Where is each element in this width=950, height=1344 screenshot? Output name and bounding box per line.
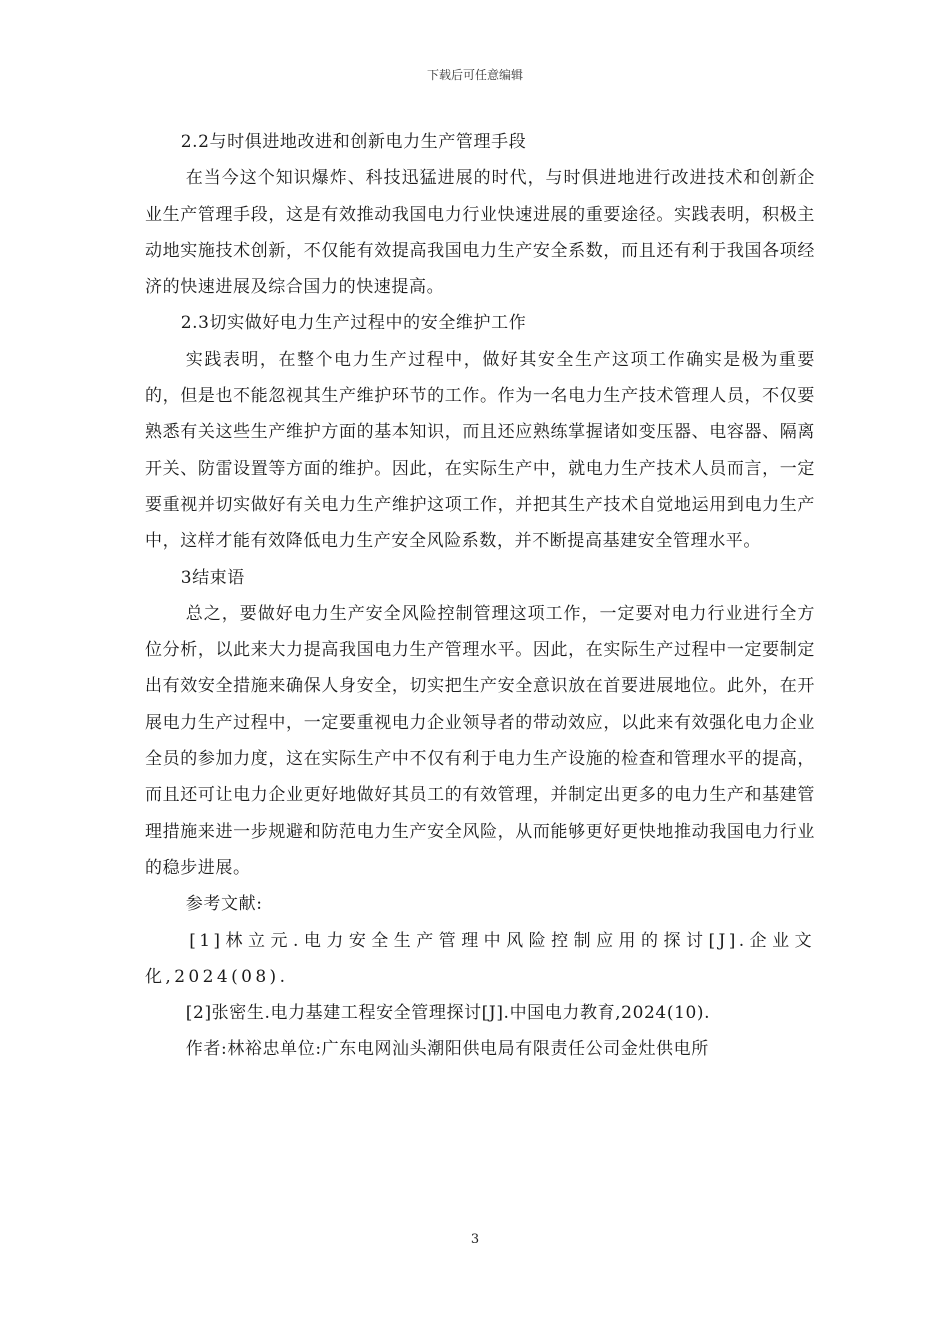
section-heading-3: 3结束语 xyxy=(180,567,245,588)
section-heading-2-3: 2.3切实做好电力生产过程中的安全维护工作 xyxy=(180,313,527,334)
document-body xyxy=(145,124,815,1068)
section-paragraph-2-3: 实践表明，在整个电力生产过程中，做好其安全生产这项工作确实是极为重要的，但是也不能忽视其生产维护环节的工作。作为一名电力生产技术管理人员，不仅要熟悉有关这些生产维护方面的基本知识，而且还应熟练掌握诸如变压器、电容器、隔离开关、防雷设置等方面的维护。因此，在实际生产中，就电力生产技术人员而言，一定要重视并切实做好有关电力生产维护这项工作，并把其生产技术自觉地运用到电力生产中，这样才能有效降低电力生产安全风险系数，并不断提高基建安全管理水平。 xyxy=(145,349,815,552)
author-line: 作者:林裕忠单位:广东电网汕头潮阳供电局有限责任公司金灶供电所 xyxy=(185,1039,709,1060)
reference-item-2: [2]张密生.电力基建工程安全管理探讨[J].中国电力教育,2024(10). xyxy=(185,1003,711,1024)
section-heading-2-2: 2.2与时俱进地改进和创新电力生产管理手段 xyxy=(180,132,527,152)
page-number: 3 xyxy=(470,1232,480,1247)
page-header: 下载后可任意编辑 xyxy=(426,68,523,82)
section-paragraph-3: 总之，要做好电力生产安全风险控制管理这项工作，一定要对电力行业进行全方位分析，以此来大力提高我国电力生产管理水平。因此，在实际生产过程中一定要制定出有效安全措施来确保人身安全，切实把生产安全意识放在首要进展地位。此外，在开展电力生产过程中，一定要重视电力企业领导者的带动效应，以此来有效强化电力企业全员的参加力度，这在实际生产中不仅有利于电力生产设施的检查和管理水平的提高，而且还可让电力企业更好地做好其员工的有效管理，并制定出更多的电力生产和基建管理措施来进一步规避和防范电力生产安全风险，从而能够更好更快地推动我国电力行业的稳步进展。 xyxy=(145,603,815,878)
section-paragraph-2-2: 在当今这个知识爆炸、科技迅猛进展的时代，与时俱进地进行改进技术和创新企业生产管理手段，这是有效推动我国电力行业快速进展的重要途径。实践表明，积极主动地实施技术创新，不仅能有效提高我国电力生产安全系数，而且还有利于我国各项经济的快速进展及综合国力的快速提高。 xyxy=(145,168,815,298)
reference-item-1: [1]林立元.电力安全生产管理中风险控制应用的探讨[J].企业文化,2024(08). xyxy=(145,930,815,987)
references-title: 参考文献: xyxy=(185,894,263,915)
